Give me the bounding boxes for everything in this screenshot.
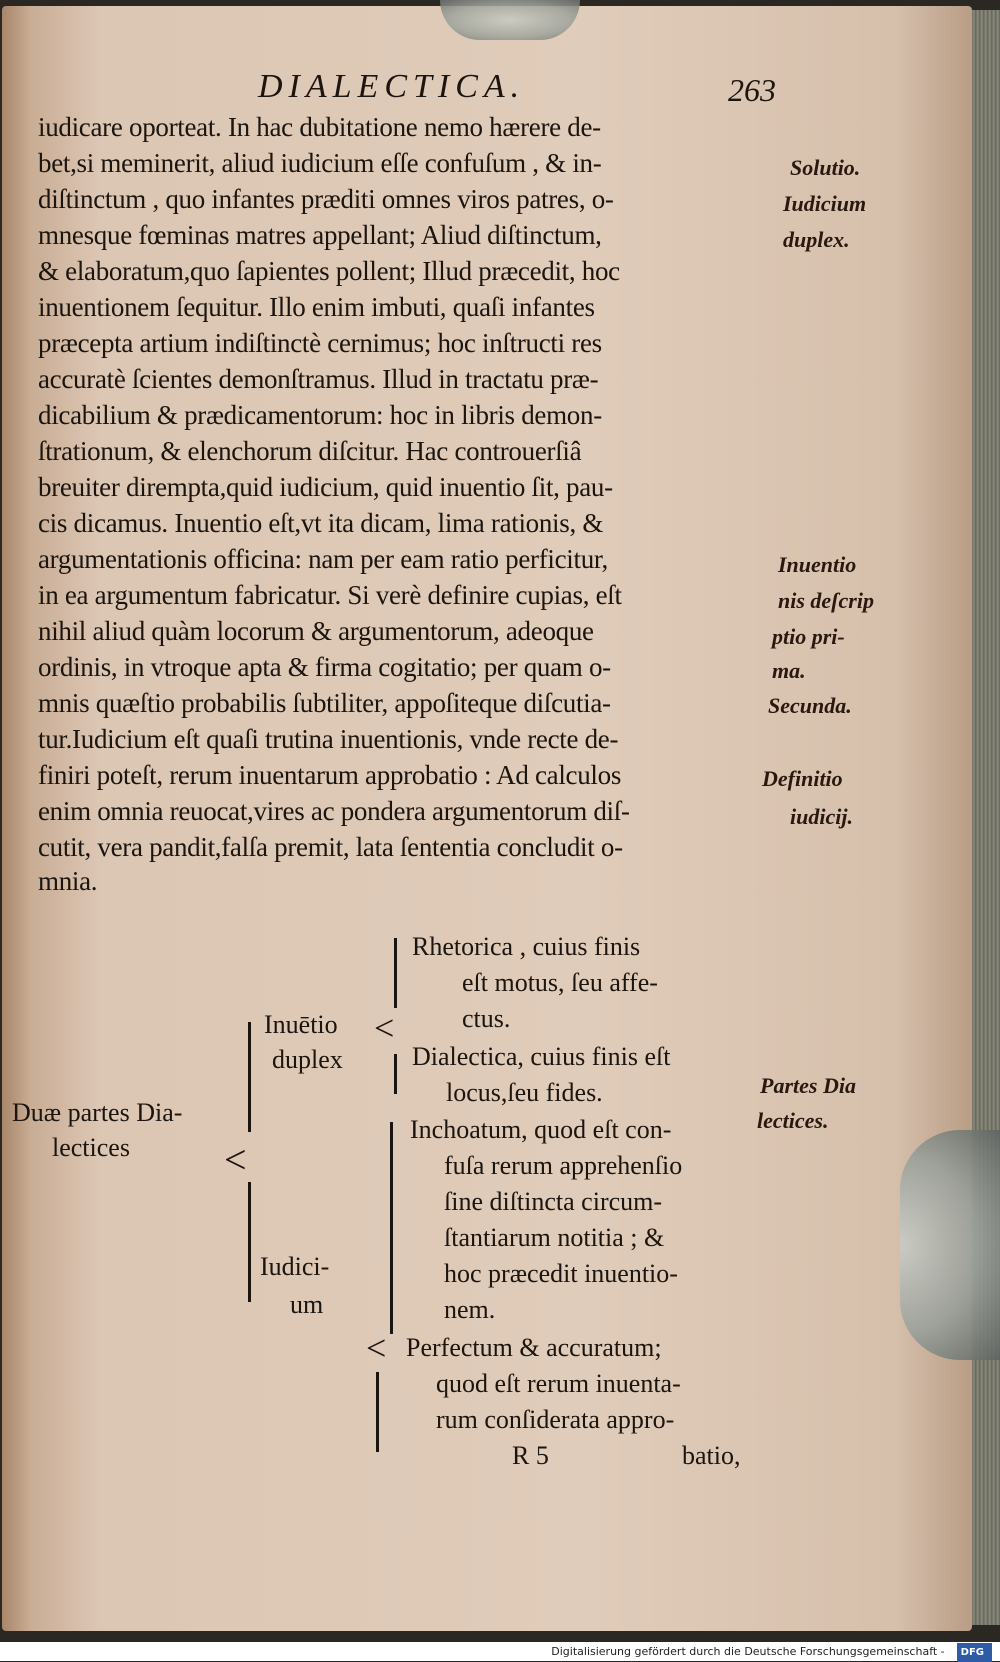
side-clip: [900, 1130, 1000, 1360]
body-line: iudicare oporteat. In hac dubitatione nemo hærere de-: [38, 112, 601, 142]
iudicium-label-line2: um: [290, 1290, 324, 1319]
margin-note: lectices.: [757, 1108, 829, 1133]
inventio-brace-upper: [394, 938, 397, 1008]
margin-note: iudicij.: [790, 804, 853, 829]
body-line: dicabilium & prædicamentorum: hoc in libris demon-: [38, 400, 602, 430]
iudicium-brace-lower: [376, 1372, 379, 1452]
margin-note: Definitio: [762, 766, 843, 791]
body-line: ordinis, in vtroque apta & firma cogitatio; per quam o-: [38, 652, 611, 682]
footer-text: Digitalisierung gefördert durch die Deutsche Forschungsgemeinschaft -: [551, 1645, 945, 1658]
page-edges: [972, 10, 1000, 1625]
page-number: 263: [728, 72, 776, 108]
body-line: cis dicamus. Inuentio eſt,vt ita dicam, lima rationis, &: [38, 508, 604, 538]
margin-note: duplex.: [783, 227, 850, 252]
body-line: & elaboratum,quo ſapientes pollent; Illud præcedit, hoc: [38, 256, 620, 286]
rhetorica-line1: Rhetorica , cuius finis: [412, 932, 641, 961]
iudicium-brace: <: [366, 1328, 387, 1368]
inventio-brace: <: [374, 1008, 395, 1048]
margin-note: ptio pri-: [772, 624, 845, 649]
dfg-logo: DFG: [957, 1643, 992, 1662]
inchoatum-line3: ſine diſtincta circum-: [444, 1187, 663, 1216]
dialectica-line2: locus,ſeu fides.: [446, 1078, 603, 1107]
inventio-brace-lower: [394, 1054, 397, 1094]
perfectum-line2: quod eſt rerum inuenta-: [436, 1369, 681, 1398]
tree-root-line2: lectices: [52, 1133, 130, 1162]
body-line: cutit, vera pandit,falſa premit, lata ſententia concludit o-: [38, 832, 623, 862]
inchoatum-line1: Inchoatum, quod eſt con-: [410, 1115, 672, 1144]
margin-note: Secunda.: [768, 693, 852, 718]
top-clip: [440, 0, 580, 40]
iudicium-brace-upper: [390, 1122, 393, 1334]
body-line: mnis quæſtio probabilis ſubtiliter, appoſiteque diſcutia-: [38, 688, 611, 718]
perfectum-line4: batio,: [682, 1441, 741, 1470]
iudicium-label-line1: Iudici-: [260, 1252, 330, 1281]
inchoatum-line6: nem.: [444, 1295, 496, 1324]
margin-note: Inuentio: [778, 552, 857, 577]
margin-note: Iudicium: [783, 191, 867, 216]
perfectum-line3: rum conſiderata appro-: [436, 1405, 675, 1434]
running-header: DIALECTICA.: [258, 68, 526, 105]
inchoatum-line2: fuſa rerum apprehenſio: [444, 1151, 683, 1180]
dialectica-line1: Dialectica, cuius finis eſt: [412, 1042, 671, 1071]
body-line: nihil aliud quàm locorum & argumentorum, adeoque: [38, 616, 594, 646]
inchoatum-line4: ſtantiarum notitia ; &: [444, 1223, 665, 1252]
margin-note: ma.: [772, 658, 806, 683]
inchoatum-line5: hoc præcedit inuentio-: [444, 1259, 678, 1288]
root-brace-upper: [248, 1022, 251, 1132]
root-brace-lower: [248, 1182, 251, 1302]
perfectum-line1: Perfectum & accuratum;: [406, 1333, 662, 1362]
body-line: inuentionem ſequitur. Illo enim imbuti, quaſi infantes: [38, 292, 595, 322]
signature-mark: R 5: [512, 1441, 549, 1470]
margin-note: nis deſcrip: [778, 588, 874, 613]
body-line: argumentationis officina: nam per eam ratio perficitur,: [38, 544, 608, 574]
digitization-footer: [0, 1642, 1000, 1661]
inventio-label-line2: duplex: [272, 1045, 343, 1074]
margin-note: Solutio.: [790, 155, 861, 180]
body-line: in ea argumentum fabricatur. Si verè definire cupias, eſt: [38, 580, 622, 610]
body-line: breuiter dirempta,quid iudicium, quid inuentio ſit, pau-: [38, 472, 613, 502]
rhetorica-line2: eſt motus, ſeu affe-: [462, 968, 658, 997]
tree-root-line1: Duæ partes Dia-: [12, 1098, 183, 1127]
rhetorica-line3: ctus.: [462, 1004, 511, 1033]
margin-note: Partes Dia: [760, 1073, 856, 1098]
body-line: ſtrationum, & elenchorum diſcitur. Hac controuerſiâ: [38, 436, 582, 466]
inventio-label-line1: Inuētio: [264, 1010, 338, 1039]
body-line: diſtinctum , quo infantes præditi omnes viros patres, o-: [38, 184, 614, 214]
body-line: mnesque fœminas matres appellant; Aliud diſtinctum,: [38, 220, 602, 250]
body-line: tur.Iudicium eſt quaſi trutina inuentionis, vnde recte de-: [38, 724, 619, 754]
body-line: præcepta artium indiſtinctè cernimus; hoc inſtructi res: [38, 328, 602, 358]
root-brace: <: [224, 1137, 247, 1182]
body-line: bet,si meminerit, aliud iudicium eſſe confuſum , & in-: [38, 148, 602, 178]
body-line: mnia.: [38, 866, 98, 896]
body-line: finiri poteſt, rerum inuentarum approbatio : Ad calculos: [38, 760, 622, 790]
body-line: accuratè ſcientes demonſtramus. Illud in tractatu præ-: [38, 364, 599, 394]
body-line: enim omnia reuocat,vires ac pondera argumentorum diſ-: [38, 796, 630, 826]
